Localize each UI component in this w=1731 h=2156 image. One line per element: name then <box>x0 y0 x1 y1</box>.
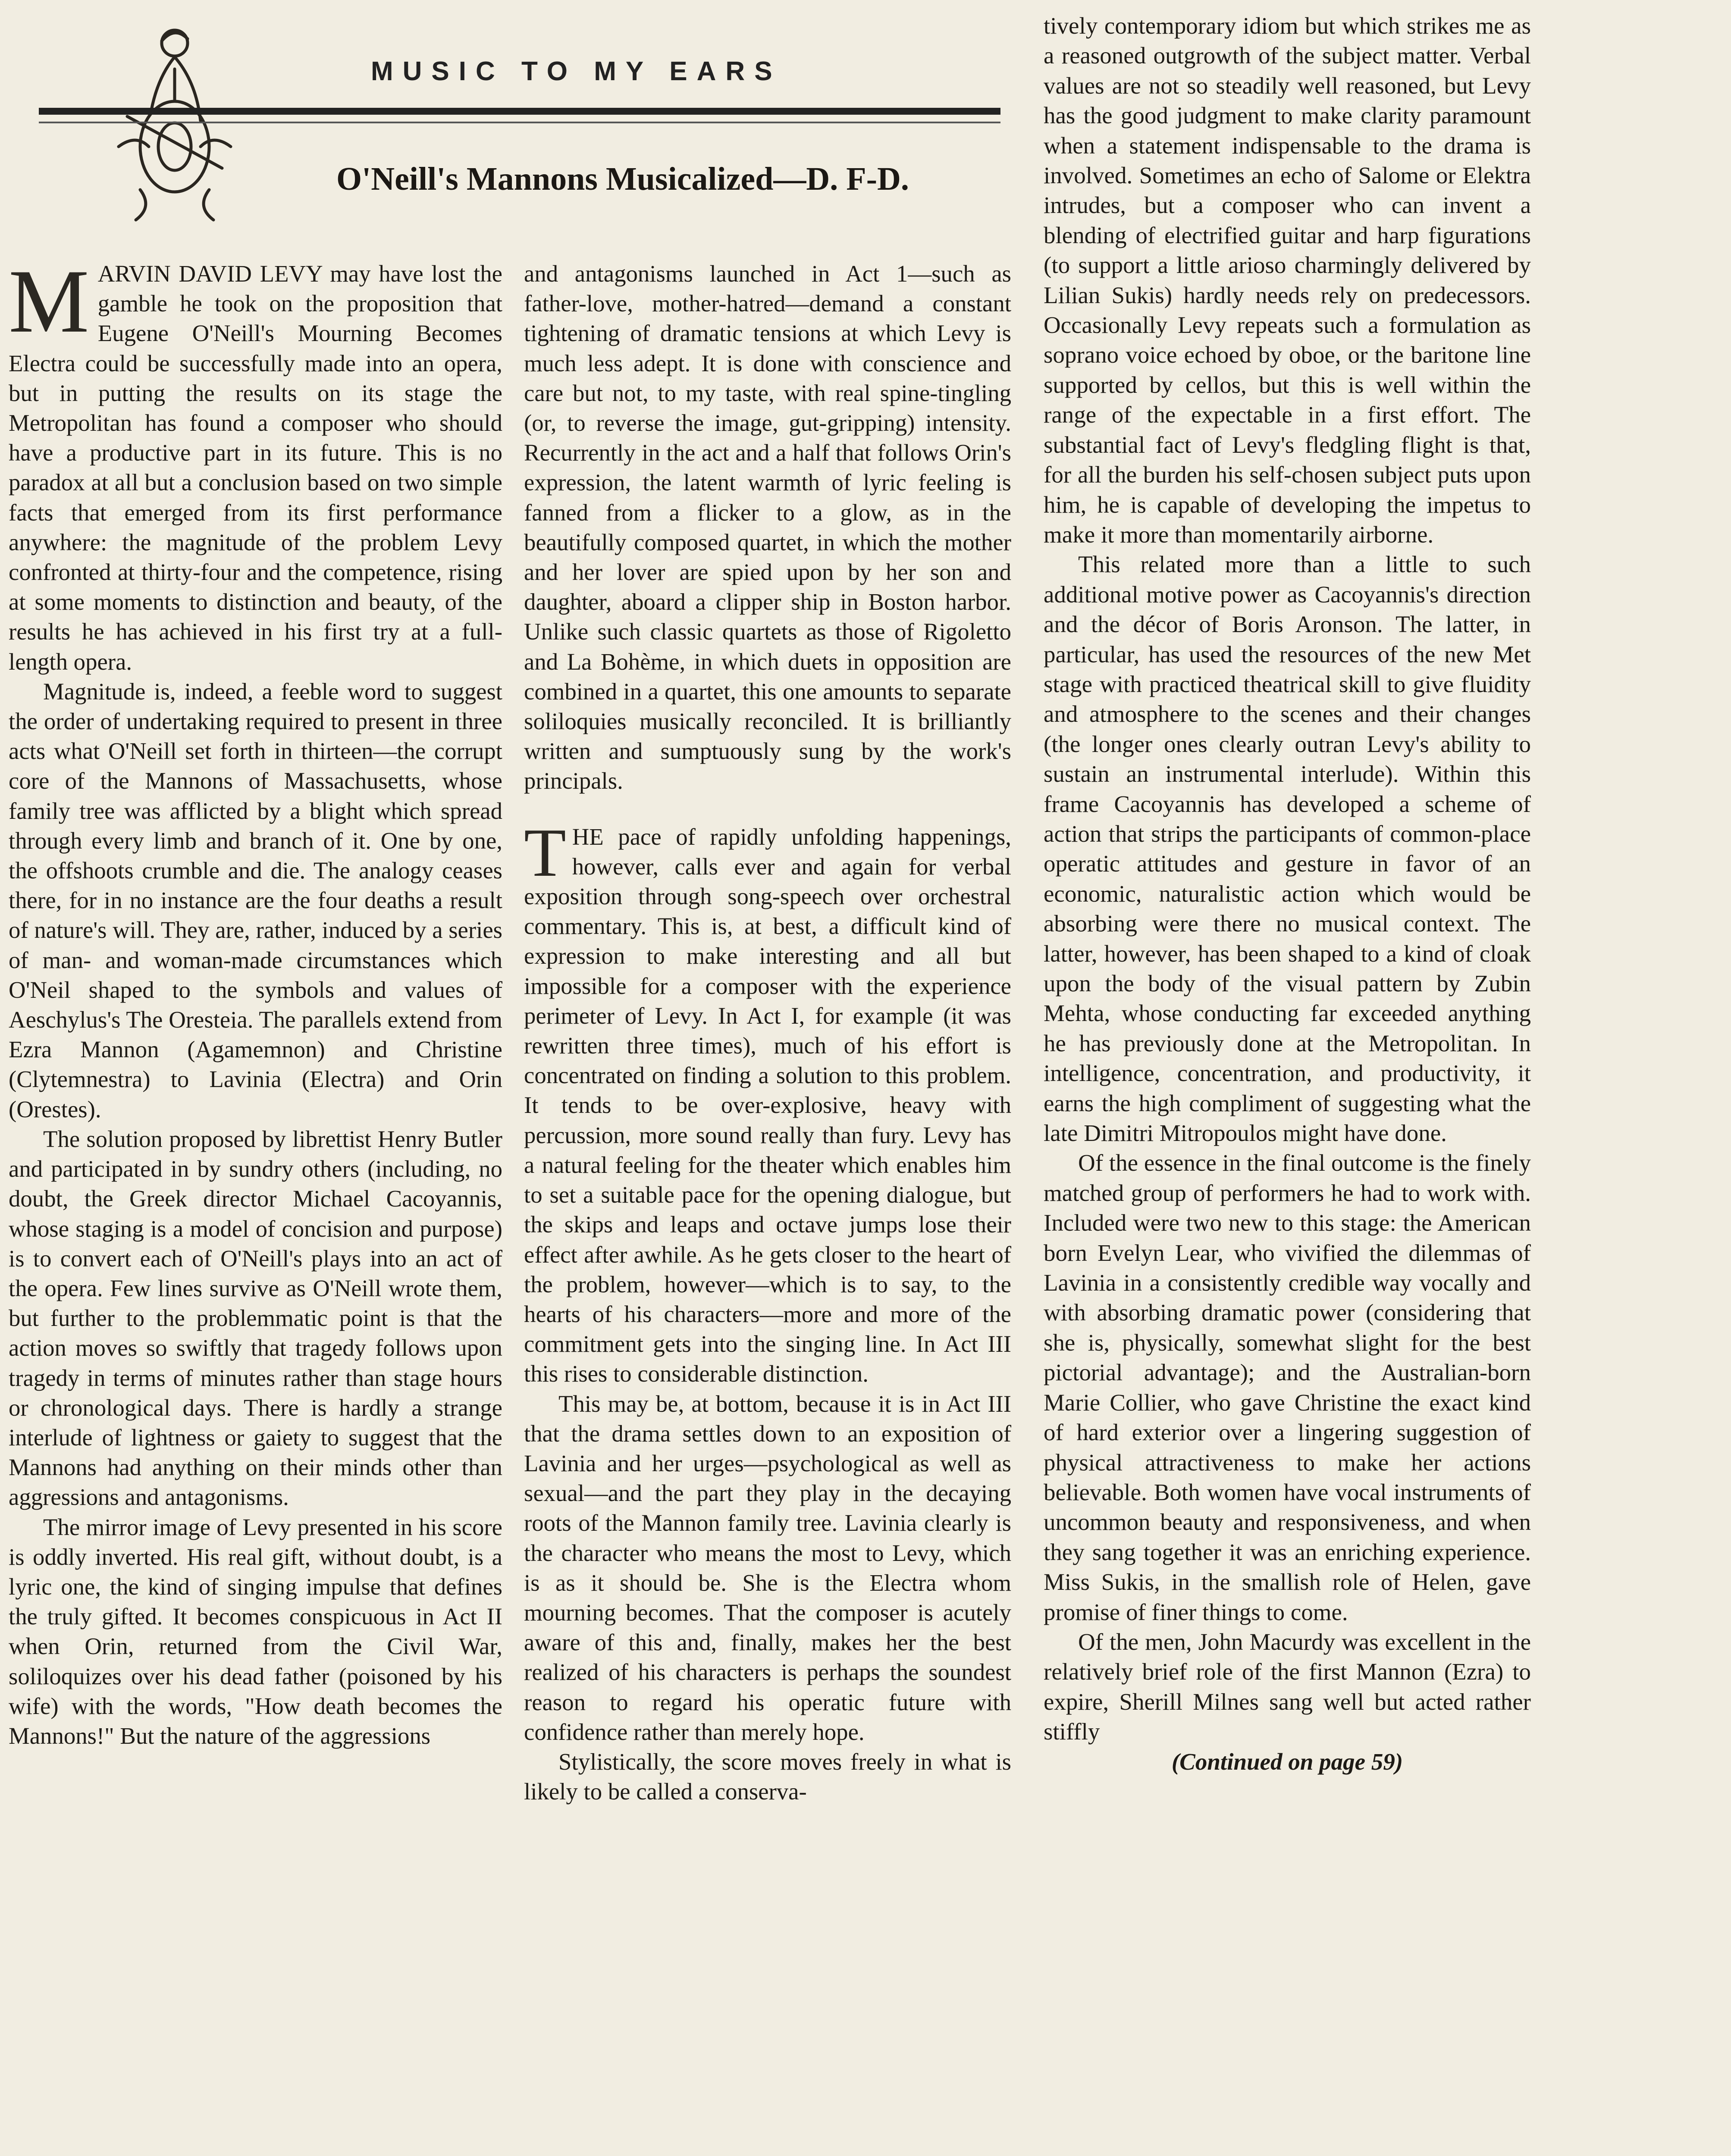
header-rule-thin <box>39 122 1000 123</box>
paragraph: The solution proposed by librettist Henry Butler and participated in by sundry others (including, no doubt, the Greek director Michael Cacoyannis, whose staging is a model of concision and purpose) is to convert each of O'Neill's plays into an act of the opera. Few lines survive as O'Neill wrote them, but further to the problemmatic point is that the action moves so swiftly that tragedy follows upon tragedy in terms of minutes rather than stage hours or chronological days. There is hardly a strange interlude of lightness or gaiety to suggest that the Mannons had anything on their minds other than aggressions and antagonisms. <box>9 1125 502 1510</box>
article-title: O'Neill's Mannons Musicalized <box>336 161 774 197</box>
article-column-3 <box>1044 11 1531 1777</box>
paragraph: This related more than a little to such additional motive power as Cacoyannis's direction and the décor of Boris Aronson. The latter, in particular, has used the resources of the new Met stage with practiced theatrical skill to give fluidity and atmosphere to the scenes and their changes (the longer ones clearly outran Levy's ability to sustain an instrumental interlude). Within this frame Cacoyannis has developed a scheme of action that strips the participants of common-place operatic attitudes and gesture in favor of an economic, naturalistic action which would be absorbing were there no musical context. The latter, however, has been shaped to a kind of cloak upon the body of the visual pattern by Zubin Mehta, whose conducting far exceeded anything he has previously done at the Metropolitan. In intelligence, concentration, and productivity, it earns the high compliment of suggesting what the late Dimitri Mitropoulos might have done. <box>1044 551 1531 1147</box>
section-kicker: MUSIC TO MY EARS <box>371 56 782 86</box>
article-column-1 <box>9 251 502 1751</box>
cellist-logo-icon <box>110 17 239 224</box>
article-column-2 <box>524 259 1011 1806</box>
drop-cap: M <box>9 251 89 351</box>
paragraph: tively contemporary idiom but which strikes me as a reasoned outgrowth of the subject matter. Verbal values are not so steadily well reasoned, but Levy has the good judgment to make clarity paramount when a statement indispensable to the drama is involved. Sometimes an echo of Salome or Elektra intrudes, but a composer who can invent a blending of electrified guitar and harp figurations (to support a little arioso charmingly delivered by Lilian Sukis) hardly needs rely on predecessors. Occasionally Levy repeats such a formulation as soprano voice echoed by oboe, or the baritone line supported by cellos, but this is well within the range of the expectable in a first effort. The substantial fact of Levy's fledgling flight is that, for all the burden his self-chosen subject puts upon him, he is capable of developing the impetus to make it more than momentarily airborne. <box>1044 13 1531 548</box>
paragraph: The mirror image of Levy presented in his score is oddly inverted. His real gift, without doubt, is a lyric one, the kind of singing impulse that defines the truly gifted. It becomes conspicuous in Act II when Orin, returned from the Civil War, soliloquizes over his dead father (poisoned by his wife) with the words, "How death becomes the Mannons!" But the nature of the aggressions <box>9 1514 502 1749</box>
paragraph: and antagonisms launched in Act 1—such as father-love, mother-hatred—demand a constant tightening of dramatic tensions at which Levy is much less adept. It is done with conscience and care but not, to my taste, with real spine-tingling (or, to reverse the image, gut-gripping) intensity. Recurrently in the act and a half that follows Orin's expression, the latent warmth of lyric feeling is fanned from a flicker to a glow, as in the beautifully composed quartet, in which the mother and her lover are spied upon by her son and daughter, aboard a clipper ship in Boston harbor. Unlike such classic quartets as those of Rigoletto and La Bohème, in which duets in opposition are combined in a quartet, this one amounts to separate soliloquies musically reconciled. It is brilliantly written and sumptuously sung by the work's principals. <box>524 260 1011 794</box>
section-break <box>524 796 1011 822</box>
paragraph: Of the essence in the final outcome is the finely matched group of performers he had to work with. Included were two new to this stage: the American born Evelyn Lear, who vivified the dilemmas of Lavinia in a consistently credible way vocally and with absorbing dramatic power (considering that she is, physically, somewhat slight for the best pictorial advantage); and the Australian-born Marie Collier, who gave Christine the exact kind of hard exterior over a lingering suggestion of physical attractiveness to make her actions believable. Both women have vocal instruments of uncommon beauty and responsiveness, and when they sang together it was an enriching experience. Miss Sukis, in the smallish role of Helen, gave promise of finer things to come. <box>1044 1150 1531 1625</box>
article-headline <box>336 160 909 198</box>
paragraph: This may be, at bottom, because it is in Act III that the drama settles down to an exposition of Lavinia and her urges—psychological as well as sexual—and the part they play in the decaying roots of the Mannon family tree. Lavinia clearly is the character who means the most to Levy, which is as it should be. She is the Electra whom mourning becomes. That the composer is acutely aware of this and, finally, makes her the best realized of his characters is perhaps the soundest reason to regard his operatic future with confidence rather than merely hope. <box>524 1390 1011 1745</box>
paragraph: Stylistically, the score moves freely in what is likely to be called a conserva- <box>524 1748 1011 1805</box>
paragraph-text: ARVIN DAVID LEVY may have lost the gamble he took on the proposition that Eugene O'Neill's Mourning Becomes Electra could be successfully made into an opera, but in putting the results on its stage the Metropolitan has found a composer who should have a productive part in its future. This is no paradox at all but a conclusion based on two simple facts that emerged from its first performance anywhere: the magnitude of the problem Levy confronted at thirty-four and the competence, rising at some moments to distinction and beauty, of the results he has achieved in his first try at a full-length opera. <box>9 260 502 675</box>
continued-note: (Continued on page 59) <box>1171 1748 1403 1775</box>
paragraph <box>524 814 1011 1389</box>
header-rule <box>39 108 1000 115</box>
drop-cap: T <box>524 814 566 891</box>
paragraph-text: HE pace of rapidly unfolding happenings, however, calls ever and again for verbal exposition through song-speech over orchestral commentary. This is, at best, a difficult kind of expression to make interesting and all but impossible for a composer with the experience perimeter of Levy. In Act I, for example (it was rewritten three times), much of his effort is concentrated on finding a solution to this problem. It tends to be over-explosive, heavy with percussion, more sound really than fury. Levy has a natural feeling for the theater which enables him to set a suitable pace for the opening dialogue, but the skips and leaps and octave jumps lose their effect after awhile. As he gets closer to the heart of the problem, however—which is to say, to the hearts of his characters—more and more of the commitment gets into the singing line. In Act III this rises to considerable distinction. <box>524 823 1011 1387</box>
paragraph: Magnitude is, indeed, a feeble word to suggest the order of undertaking required to present in three acts what O'Neill set forth in thirteen—the corrupt core of the Mannons of Massachusetts, whose family tree was afflicted by a blight which spread through every limb and branch of it. One by one, the offshoots crumble and die. The analogy ceases there, for in no instance are the four deaths a result of nature's will. They are, rather, induced by a series of man- and woman-made circumstances which O'Neil shaped to the symbols and values of Aeschylus's The Oresteia. The parallels extend from Ezra Mannon (Agamemnon) and Christine (Clytemnestra) to Lavinia (Electra) and Orin (Orestes). <box>9 678 502 1122</box>
paragraph: Of the men, John Macurdy was excellent in the relatively brief role of the first Mannon (Ezra) to expire, Sherill Milnes sang well but acted rather stiffly <box>1044 1628 1531 1745</box>
paragraph <box>9 251 502 677</box>
article-byline: —D. F-D. <box>773 161 909 197</box>
